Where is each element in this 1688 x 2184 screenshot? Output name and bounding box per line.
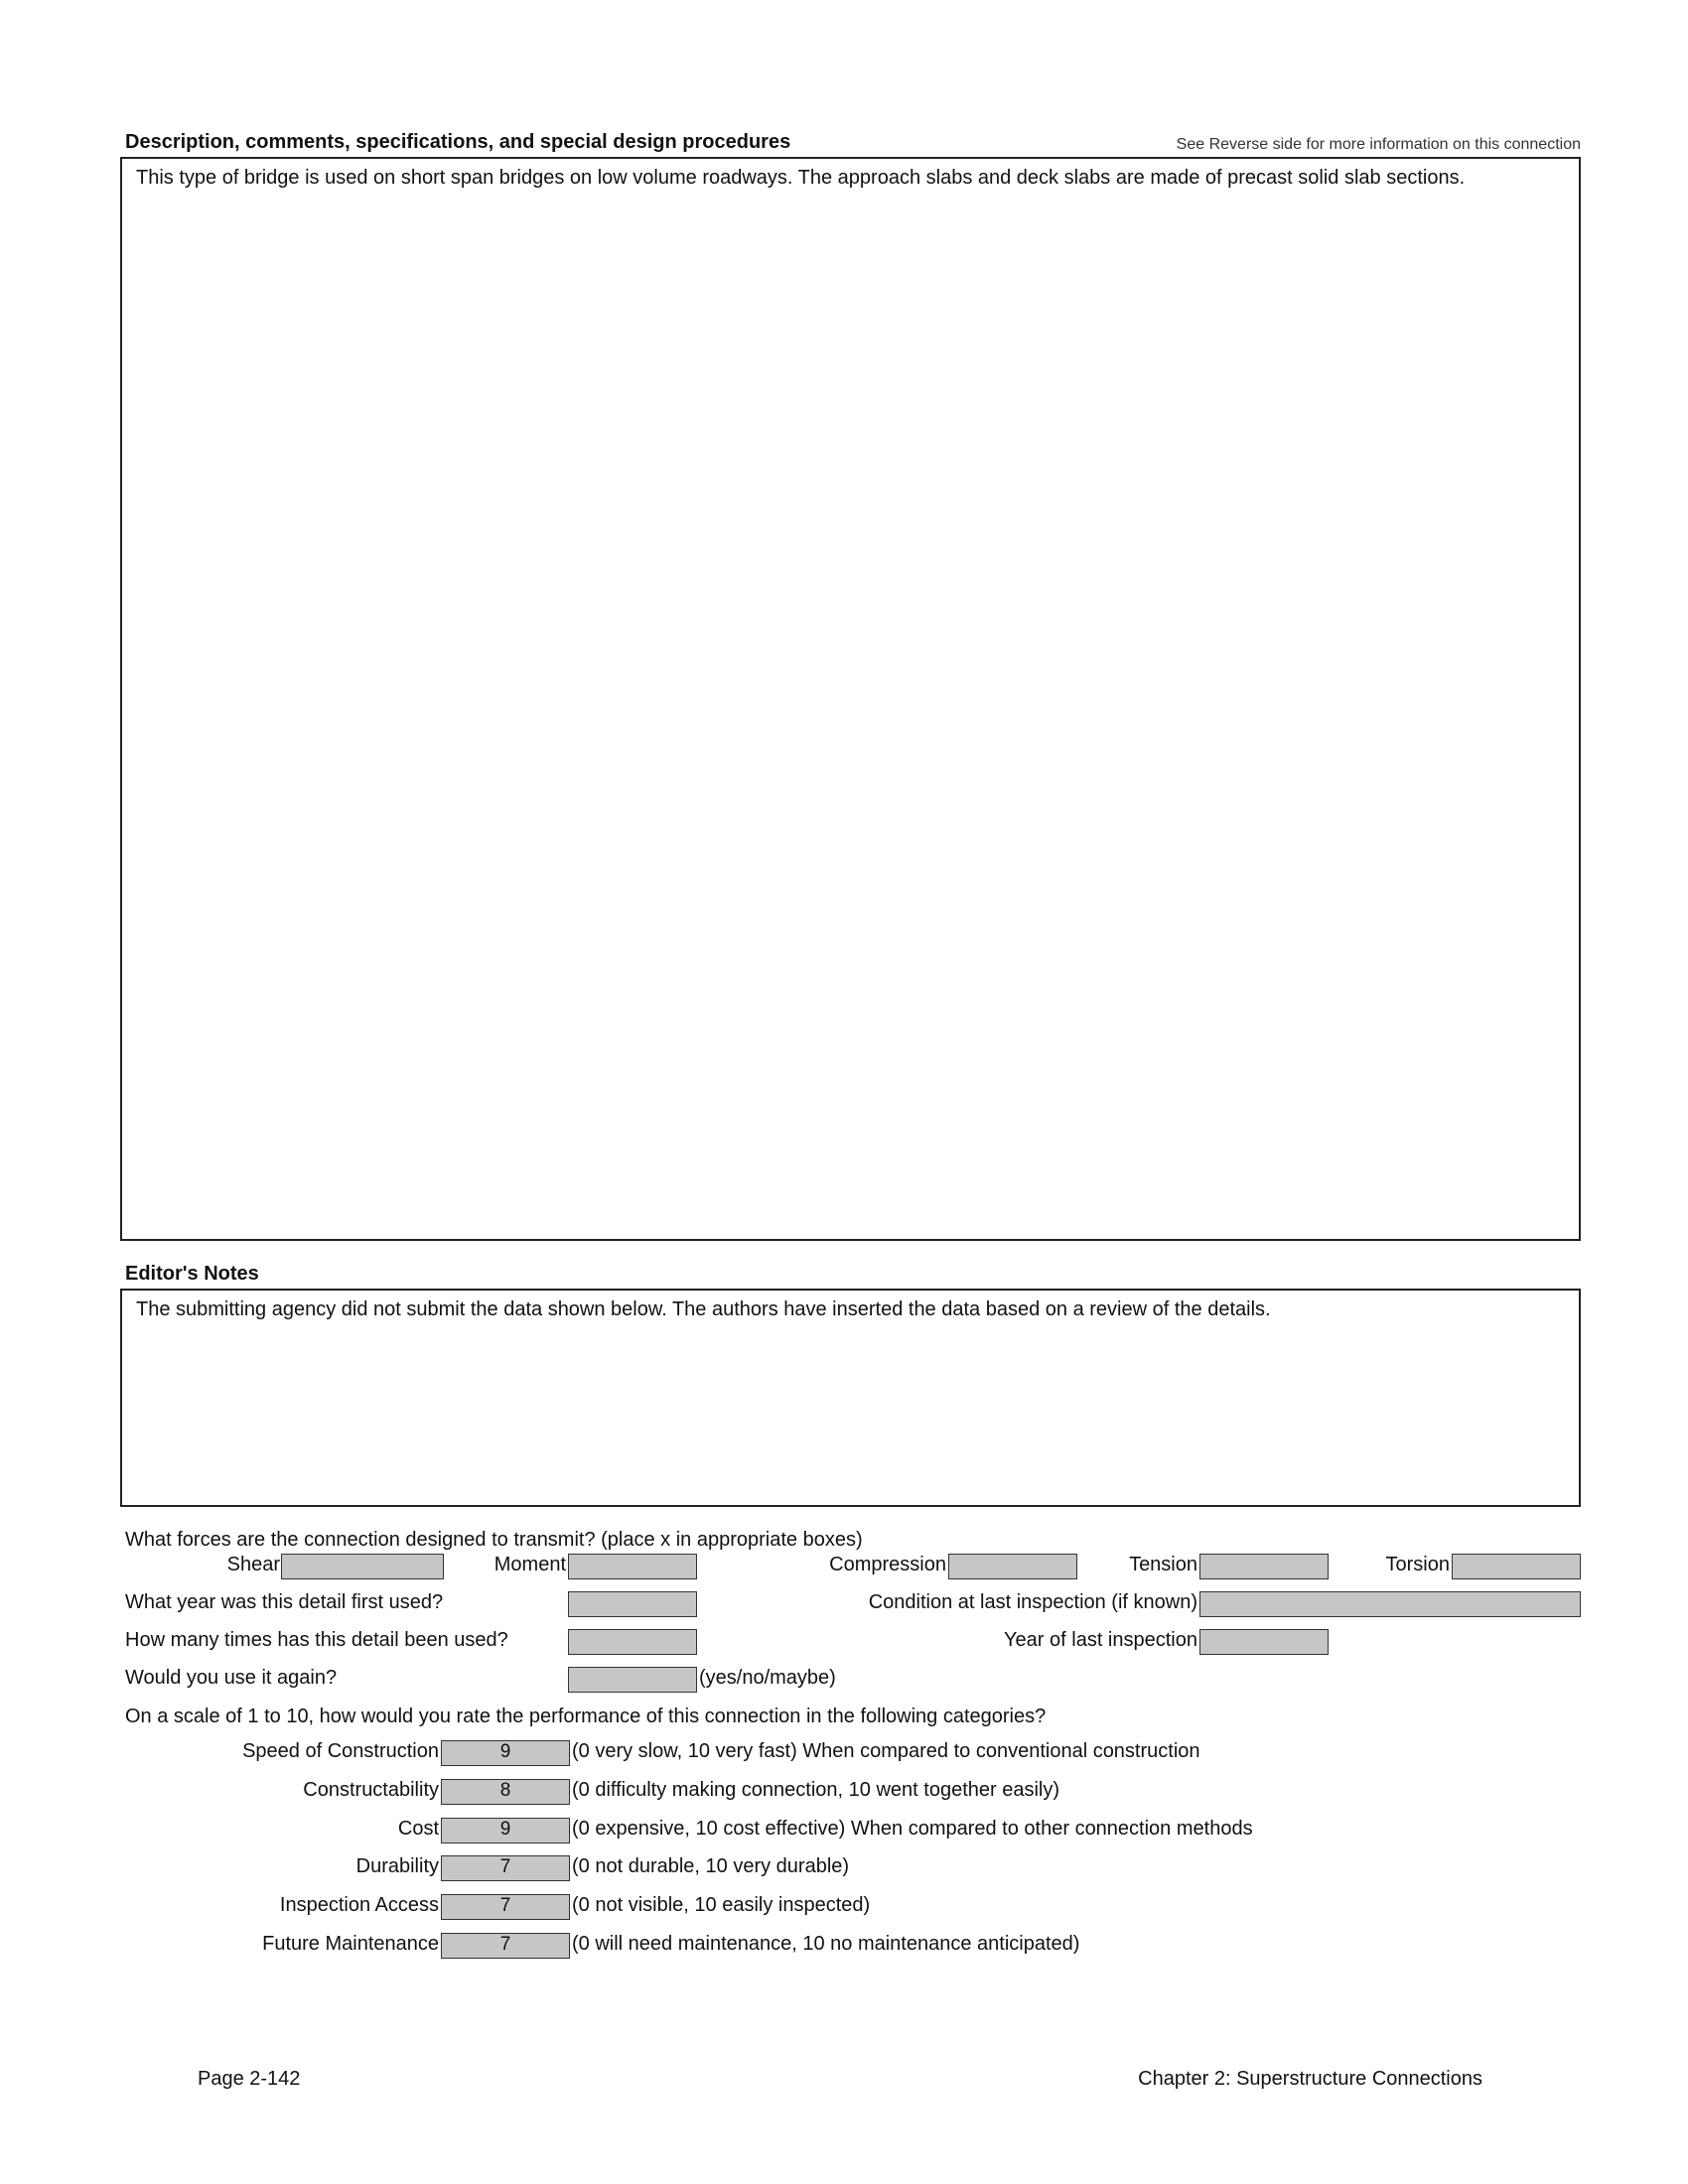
- first-used-question: What year was this detail first used?: [125, 1591, 444, 1613]
- tension-field[interactable]: [1199, 1554, 1329, 1579]
- rating-field-durability[interactable]: 7: [441, 1855, 570, 1881]
- rating-label-future-maintenance: Future Maintenance: [262, 1933, 439, 1955]
- moment-field[interactable]: [568, 1554, 697, 1579]
- rating-hint-cost: (0 expensive, 10 cost effective) When compared to other connection methods: [572, 1818, 1253, 1840]
- shear-label: Shear: [226, 1554, 280, 1575]
- use-again-question: Would you use it again?: [125, 1667, 338, 1689]
- rating-hint-future-maintenance: (0 will need maintenance, 10 no maintenance anticipated): [572, 1933, 1080, 1955]
- page-number: Page 2-142: [198, 2068, 301, 2090]
- ratings-question: On a scale of 1 to 10, how would you rate the performance of this connection in the following categories?: [125, 1706, 1047, 1727]
- rating-hint-constructability: (0 difficulty making connection, 10 went together easily): [572, 1779, 1060, 1801]
- description-text: This type of bridge is used on short span bridges on low volume roadways. The approach slabs and deck slabs are made of precast solid slab sections.: [136, 167, 1466, 189]
- editors-notes-text: The submitting agency did not submit the data shown below. The authors have inserted the data based on a review of the details.: [136, 1298, 1271, 1320]
- rating-hint-speed: (0 very slow, 10 very fast) When compared to conventional construction: [572, 1740, 1200, 1762]
- rating-label-speed: Speed of Construction: [242, 1740, 439, 1762]
- rating-field-constructability[interactable]: 8: [441, 1779, 570, 1805]
- editors-notes-box[interactable]: [120, 1289, 1581, 1507]
- times-used-question: How many times has this detail been used?: [125, 1629, 508, 1651]
- rating-hint-durability: (0 not durable, 10 very durable): [572, 1855, 850, 1877]
- rating-field-speed[interactable]: 9: [441, 1740, 570, 1766]
- rating-label-constructability: Constructability: [303, 1779, 439, 1801]
- last-inspection-field[interactable]: [1199, 1629, 1329, 1655]
- use-again-field[interactable]: [568, 1667, 697, 1693]
- description-title: Description, comments, specifications, and special design procedures: [125, 131, 791, 153]
- tension-label: Tension: [1129, 1554, 1197, 1575]
- last-inspection-label: Year of last inspection: [1004, 1629, 1197, 1651]
- first-used-field[interactable]: [568, 1591, 697, 1617]
- rating-field-cost[interactable]: 9: [441, 1818, 570, 1843]
- editors-notes-title: Editor's Notes: [125, 1263, 259, 1285]
- shear-field[interactable]: [281, 1554, 444, 1579]
- torsion-label: Torsion: [1385, 1554, 1450, 1575]
- use-again-hint: (yes/no/maybe): [699, 1667, 836, 1689]
- rating-field-inspection-access[interactable]: 7: [441, 1894, 570, 1920]
- chapter-title: Chapter 2: Superstructure Connections: [1138, 2068, 1482, 2090]
- condition-field[interactable]: [1199, 1591, 1581, 1617]
- times-used-field[interactable]: [568, 1629, 697, 1655]
- rating-label-cost: Cost: [397, 1818, 439, 1840]
- torsion-field[interactable]: [1452, 1554, 1581, 1579]
- rating-label-durability: Durability: [355, 1855, 439, 1877]
- rating-hint-inspection-access: (0 not visible, 10 easily inspected): [572, 1894, 871, 1916]
- compression-label: Compression: [829, 1554, 946, 1575]
- forces-question: What forces are the connection designed to transmit? (place x in appropriate boxes): [125, 1529, 863, 1551]
- rating-label-inspection-access: Inspection Access: [279, 1894, 439, 1916]
- moment-label: Moment: [493, 1554, 566, 1575]
- description-box[interactable]: [120, 157, 1581, 1241]
- condition-label: Condition at last inspection (if known): [868, 1591, 1197, 1613]
- rating-field-future-maintenance[interactable]: 7: [441, 1933, 570, 1959]
- reverse-side-note: See Reverse side for more information on this connection: [1176, 136, 1581, 153]
- compression-field[interactable]: [948, 1554, 1077, 1579]
